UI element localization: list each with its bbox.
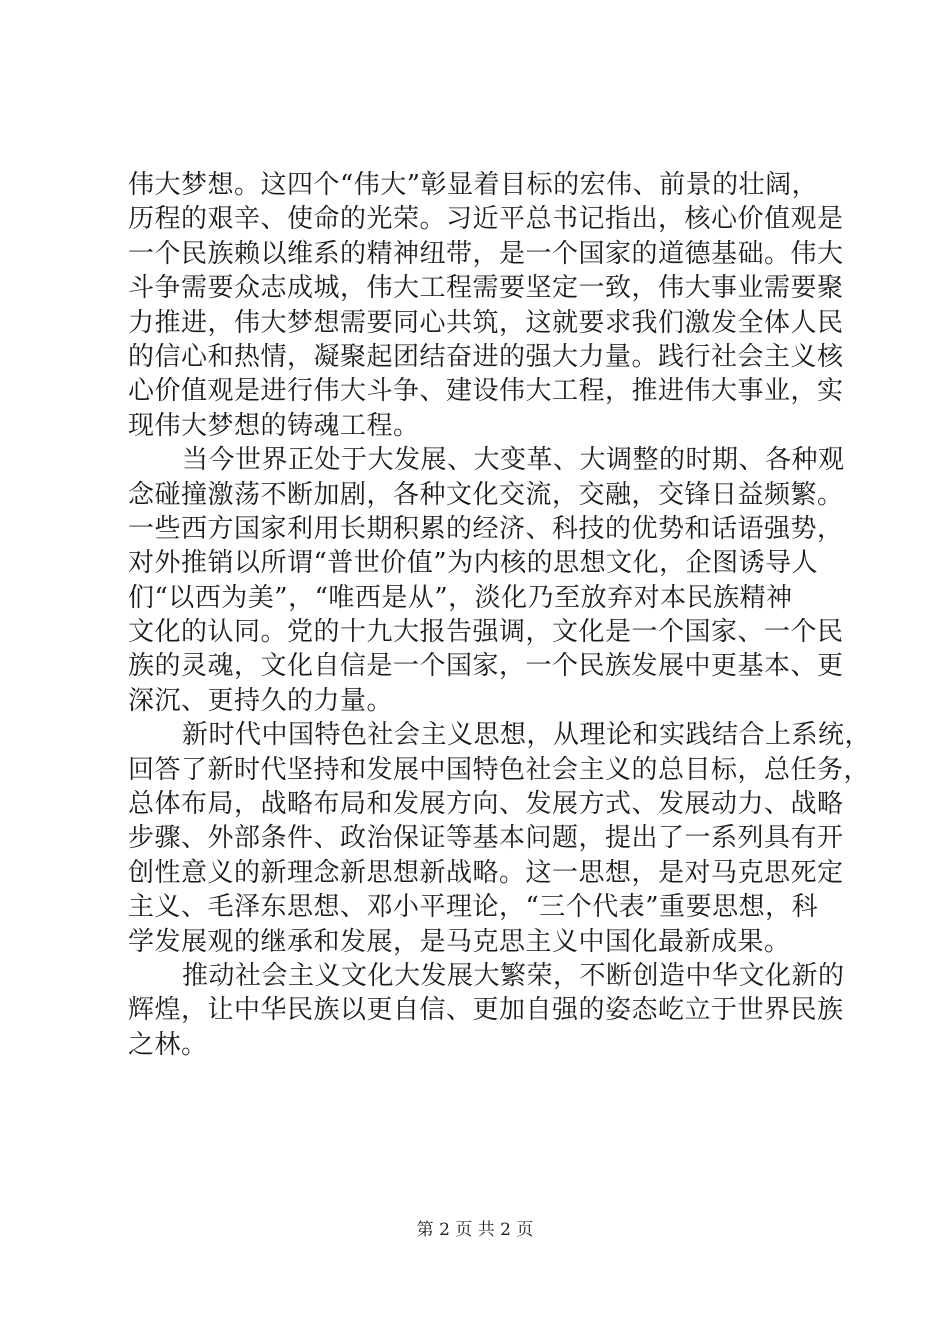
text-line: 的信心和热情，凝聚起团结奋进的强大力量。践行社会主义核 (128, 341, 844, 372)
text-line: 学发展观的继承和发展，是马克思主义中国化最新成果。 (128, 926, 791, 957)
text-line: 总体布局，战略布局和发展方向、发展方式、发展动力、战略 (128, 789, 844, 820)
paragraph (128, 168, 844, 443)
text-line: 一个民族赖以维系的精神纽带，是一个国家的道德基础。伟大 (128, 238, 844, 269)
page-number-footer: 第 2 页 共 2 页 (416, 1220, 534, 1240)
text-line: 历程的艰辛、使命的光荣。习近平总书记指出，核心价值观是 (128, 204, 844, 235)
text-line: 新时代中国特色社会主义思想，从理论和实践结合上系统， (182, 720, 872, 751)
text-line: 辉煌，让中华民族以更自信、更加自强的姿态屹立于世界民族 (128, 995, 844, 1026)
text-line: 主义、毛泽东思想、邓小平理论，“三个代表”重要思想，科 (128, 892, 819, 923)
document-body (128, 168, 872, 1062)
text-line: 们“以西为美”，“唯西是从”，淡化乃至放弃对本民族精神 (128, 582, 793, 613)
text-line: 当今世界正处于大发展、大变革、大调整的时期、各种观 (182, 445, 845, 476)
text-line: 斗争需要众志成城，伟大工程需要坚定一致，伟大事业需要聚 (128, 273, 844, 304)
text-line: 推动社会主义文化大发展大繁荣，不断创造中华文化新的 (182, 960, 845, 991)
text-line: 伟大梦想。这四个“伟大”彰显着目标的宏伟、前景的壮阔， (128, 170, 819, 200)
text-line: 族的灵魂，文化自信是一个国家，一个民族发展中更基本、更 (128, 651, 844, 682)
text-line: 深沉、更持久的力量。 (128, 685, 394, 716)
paragraph (128, 959, 845, 1062)
text-line: 力推进，伟大梦想需要同心共筑，这就要求我们激发全体人民 (128, 307, 844, 338)
paragraph (128, 443, 845, 718)
text-line: 步骤、外部条件、政治保证等基本问题，提出了一系列具有开 (128, 823, 844, 854)
text-line: 现伟大梦想的铸魂工程。 (128, 410, 420, 441)
text-line: 之林。 (128, 1029, 208, 1060)
text-line: 一些西方国家利用长期积累的经济、科技的优势和话语强势， (128, 513, 844, 544)
text-line: 回答了新时代坚持和发展中国特色社会主义的总目标，总任务， (128, 754, 871, 785)
text-line: 念碰撞激荡不断加剧，各种文化交流，交融，交锋日益频繁。 (128, 479, 844, 510)
text-line: 创性意义的新理念新思想新战略。这一思想，是对马克思死定 (128, 857, 844, 888)
paragraph (128, 718, 872, 959)
text-line: 心价值观是进行伟大斗争、建设伟大工程，推进伟大事业，实 (128, 376, 844, 407)
text-line: 对外推销以所谓“普世价值”为内核的思想文化，企图诱导人 (128, 548, 819, 579)
text-line: 文化的认同。党的十九大报告强调，文化是一个国家、一个民 (128, 617, 844, 648)
